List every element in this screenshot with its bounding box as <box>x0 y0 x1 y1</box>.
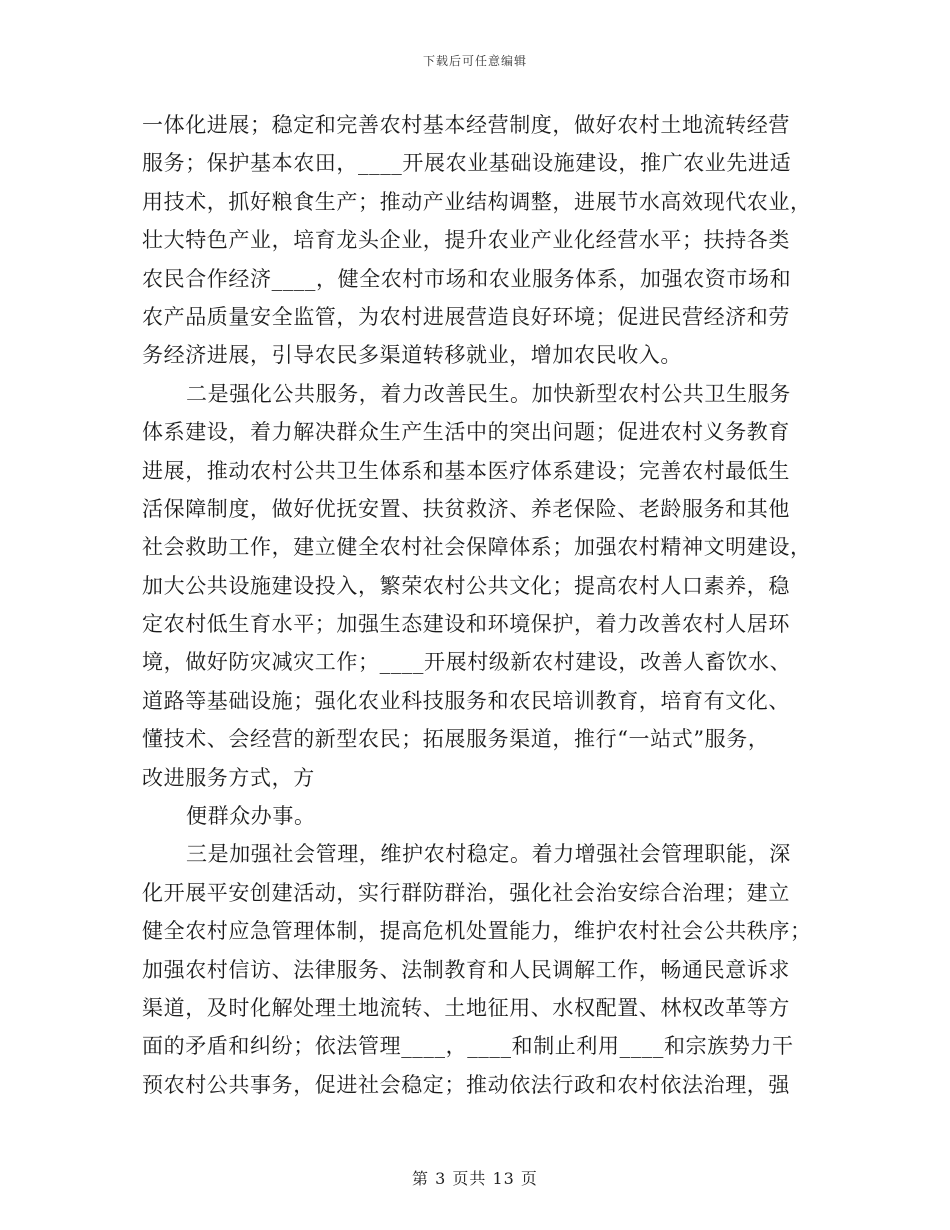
text-line: 改进服务方式，方 <box>142 765 315 790</box>
text-line: 道路等基础设施；强化农业科技服务和农民培训教育，培育有文化、 <box>142 688 790 713</box>
text-line: 懂技术、会经营的新型农民；拓展服务渠道，推行“一站式”服务， <box>142 727 770 752</box>
text-line: 渠道，及时化解处理土地流转、土地征用、水权配置、林权改革等方 <box>142 995 790 1020</box>
text-line: 一体化进展；稳定和完善农村基本经营制度，做好农村土地流转经营 <box>142 113 790 137</box>
paragraph-start-line: 二是强化公共服务，着力改善民生。加快新型农村公共卫生服务 <box>186 381 791 406</box>
text-line: 农民合作经济____，健全农村市场和农业服务体系，加强农资市场和 <box>142 266 792 291</box>
text-line: 壮大特色产业，培育龙头企业，提升农业产业化经营水平；扶持各类 <box>142 228 790 253</box>
text-line: 健全农村应急管理体制，提高危机处置能力，维护农村社会公共秩序； <box>142 919 812 944</box>
document-body <box>142 106 810 1104</box>
text-line: 用技术，抓好粮食生产；推动产业结构调整，进展节水高效现代农业， <box>142 189 812 214</box>
text-line: 加大公共设施建设投入，繁荣农村公共文化；提高农村人口素养，稳 <box>142 573 790 598</box>
page-header-note: 下载后可任意编辑 <box>422 54 527 68</box>
text-line: 服务；保护基本农田，____开展农业基础设施建设，推广农业先进适 <box>142 151 792 176</box>
text-line: 农产品质量安全监管，为农村进展营造良好环境；促进民营经济和劳 <box>142 304 790 329</box>
text-line: 务经济进展，引导农民多渠道转移就业，增加农民收入。 <box>142 343 682 368</box>
paragraph-start-line: 三是加强社会管理，维护农村稳定。着力增强社会管理职能，深 <box>186 842 791 867</box>
text-line: 定农村低生育水平；加强生态建设和环境保护，着力改善农村人居环 <box>142 612 790 637</box>
text-line: 境，做好防灾减灾工作；____开展村级新农村建设，改善人畜饮水、 <box>142 650 792 675</box>
text-line: 加强农村信访、法律服务、法制教育和人民调解工作，畅通民意诉求 <box>142 957 790 982</box>
text-line: 体系建设，着力解决群众生产生活中的突出问题；促进农村义务教育 <box>142 420 790 445</box>
page-number-footer: 第 3 页共 13 页 <box>412 1169 538 1188</box>
text-line: 社会救助工作，建立健全农村社会保障体系；加强农村精神文明建设， <box>142 535 812 560</box>
text-line: 面的矛盾和纠纷；依法管理____，____和制止利用____和宗族势力干 <box>142 1034 794 1059</box>
text-line: 预农村公共事务，促进社会稳定；推动依法行政和农村依法治理，强 <box>142 1072 790 1097</box>
paragraph-start-line: 便群众办事。 <box>186 804 316 829</box>
text-line: 化开展平安创建活动，实行群防群治，强化社会治安综合治理；建立 <box>142 880 790 905</box>
text-line: 活保障制度，做好优抚安置、扶贫救济、养老保险、老龄服务和其他 <box>142 496 790 521</box>
text-line: 进展，推动农村公共卫生体系和基本医疗体系建设；完善农村最低生 <box>142 458 790 483</box>
